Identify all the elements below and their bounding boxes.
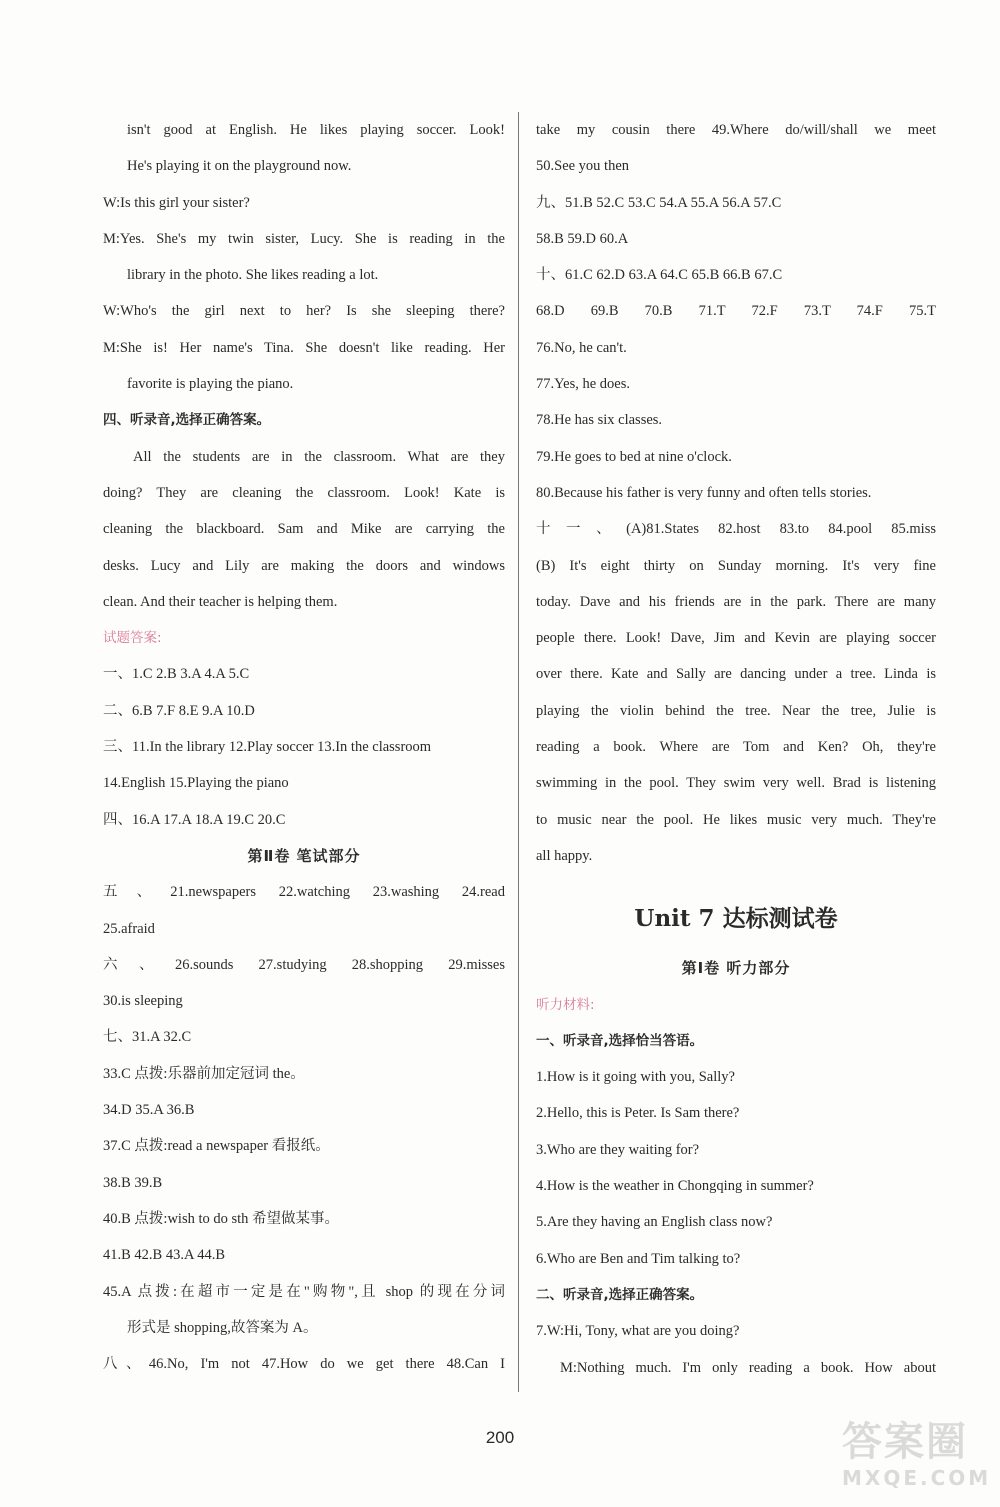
text-line: library in the photo. She likes reading a lot. [127, 267, 379, 284]
text-line: desks. Lucy and Lily are making the doors and windows [103, 557, 505, 574]
page-number: 200 [485, 1428, 515, 1447]
text-line: W:Is this girl your sister? [103, 194, 250, 211]
text-line: 7.W:Hi, Tony, what are you doing? [536, 1323, 740, 1340]
text-line: 形式是 shopping,故答案为 A。 [127, 1319, 318, 1336]
watermark-site: MXQE.COM [842, 1466, 992, 1490]
text-line: 四、16.A 17.A 18.A 19.C 20.C [103, 811, 286, 828]
text-line: 5.Are they having an English class now? [536, 1214, 773, 1231]
text-line: M:She is! Her name's Tina. She doesn't like reading. Her [103, 339, 505, 356]
text-line: 二、听录音,选择正确答案。 [536, 1286, 704, 1303]
text-line: 14.English 15.Playing the piano [103, 775, 289, 792]
text-line: to music near the pool. He likes music very much. They're [536, 811, 936, 828]
text-line: 2.Hello, this is Peter. Is Sam there? [536, 1105, 740, 1122]
text-line: W:Who's the girl next to her? Is she sleeping there? [103, 303, 505, 320]
text-line: all happy. [536, 847, 593, 864]
text-line: 七、31.A 32.C [103, 1029, 192, 1046]
text-line: 50.See you then [536, 158, 630, 175]
text-line: 77.Yes, he does. [536, 376, 630, 393]
text-line: M:Nothing much. I'm only reading a book. How about [560, 1359, 936, 1376]
watermark-logo-text: 答案圈 [842, 1419, 968, 1465]
text-line: (B) It's eight thirty on Sunday morning. It's very fine [536, 557, 936, 574]
text-line: 三、11.In the library 12.Play soccer 13.In the classroom [103, 739, 432, 756]
text-line: doing? They are cleaning the classroom. Look! Kate is [103, 484, 505, 501]
right-column-bottom [536, 950, 936, 1386]
text-line: favorite is playing the piano. [127, 376, 294, 393]
text-line: over there. Kate and Sally are dancing under a tree. Linda is [536, 666, 936, 683]
text-line: 1.How is it going with you, Sally? [536, 1069, 735, 1086]
text-line: 十、61.C 62.D 63.A 64.C 65.B 66.B 67.C [536, 267, 783, 284]
text-line: 4.How is the weather in Chongqing in summer? [536, 1178, 814, 1195]
text-line: today. Dave and his friends are in the park. There are many [536, 593, 936, 610]
text-line: swimming in the pool. They swim very well. Brad is listening [536, 775, 936, 792]
text-line: 38.B 39.B [103, 1174, 163, 1191]
text-line: 二、6.B 7.F 8.E 9.A 10.D [103, 702, 255, 719]
text-line: All the students are in the classroom. What are they [133, 448, 505, 465]
text-line: 76.No, he can't. [536, 339, 627, 356]
text-line: 40.B 点拨:wish to do sth 希望做某事。 [103, 1210, 340, 1227]
watermark-logo [842, 1418, 990, 1498]
text-line: 第Ⅱ卷 笔试部分 [247, 846, 361, 865]
text-line: 45.A 点拨:在超市一定是在"购物",且 shop 的现在分词 [103, 1283, 505, 1300]
text-line: people there. Look! Dave, Jim and Kevin are playing soccer [536, 630, 936, 647]
text-line: 30.is sleeping [103, 993, 183, 1010]
text-line: take my cousin there 49.Where do/will/shall we meet [536, 122, 936, 138]
text-line: 37.C 点拨:read a newspaper 看报纸。 [103, 1138, 330, 1155]
text-line: 第Ⅰ卷 听力部分 [681, 959, 791, 978]
text-line: 五、21.newspapers 22.watching 23.washing 24.read [103, 884, 505, 901]
text-line: 80.Because his father is very funny and often tells stories. [536, 484, 872, 501]
text-line: 58.B 59.D 60.A [536, 230, 629, 247]
text-line: 一、听录音,选择恰当答语。 [536, 1032, 704, 1049]
text-line: 68.D 69.B 70.B 71.T 72.F 73.T 74.F 75.T [536, 303, 936, 320]
text-line: 33.C 点拨:乐器前加定冠词 the。 [103, 1065, 305, 1082]
text-line: 十一、(A)81.States 82.host 83.to 84.pool 85.miss [536, 521, 936, 538]
text-line: He's playing it on the playground now. [127, 158, 352, 175]
text-line: 25.afraid [103, 920, 155, 937]
text-line: 九、51.B 52.C 53.C 54.A 55.A 56.A 57.C [536, 194, 782, 211]
text-line: 6.Who are Ben and Tim talking to? [536, 1250, 741, 1267]
text-line: 八、46.No, I'm not 47.How do we get there 48.Can I [103, 1356, 505, 1373]
left-column [103, 112, 505, 1382]
text-line: 一、1.C 2.B 3.A 4.A 5.C [103, 666, 250, 683]
text-line: 试题答案: [103, 630, 162, 647]
text-line: 3.Who are they waiting for? [536, 1141, 700, 1158]
text-line: reading a book. Where are Tom and Ken? Oh, they're [536, 739, 936, 756]
column-divider [518, 112, 519, 1392]
text-line: clean. And their teacher is helping them. [103, 593, 338, 610]
text-line: M:Yes. She's my twin sister, Lucy. She is reading in the [103, 230, 505, 247]
text-line: 六、26.sounds 27.studying 28.shopping 29.misses [103, 956, 505, 973]
unit-title: Unit 7 达标测试卷 [634, 905, 838, 933]
text-line: isn't good at English. He likes playing soccer. Look! [127, 122, 505, 138]
right-column-top [536, 112, 936, 874]
text-line: cleaning the blackboard. Sam and Mike are carrying the [103, 521, 505, 538]
text-line: 78.He has six classes. [536, 412, 663, 429]
text-line: 四、听录音,选择正确答案。 [103, 412, 271, 429]
text-line: 听力材料: [536, 996, 595, 1013]
text-line: 34.D 35.A 36.B [103, 1102, 195, 1119]
right-column [536, 112, 936, 1386]
text-line: playing the violin behind the tree. Near the tree, Julie is [536, 702, 936, 719]
text-line: 79.He goes to bed at nine o'clock. [536, 448, 732, 465]
text-line: 41.B 42.B 43.A 44.B [103, 1247, 226, 1264]
